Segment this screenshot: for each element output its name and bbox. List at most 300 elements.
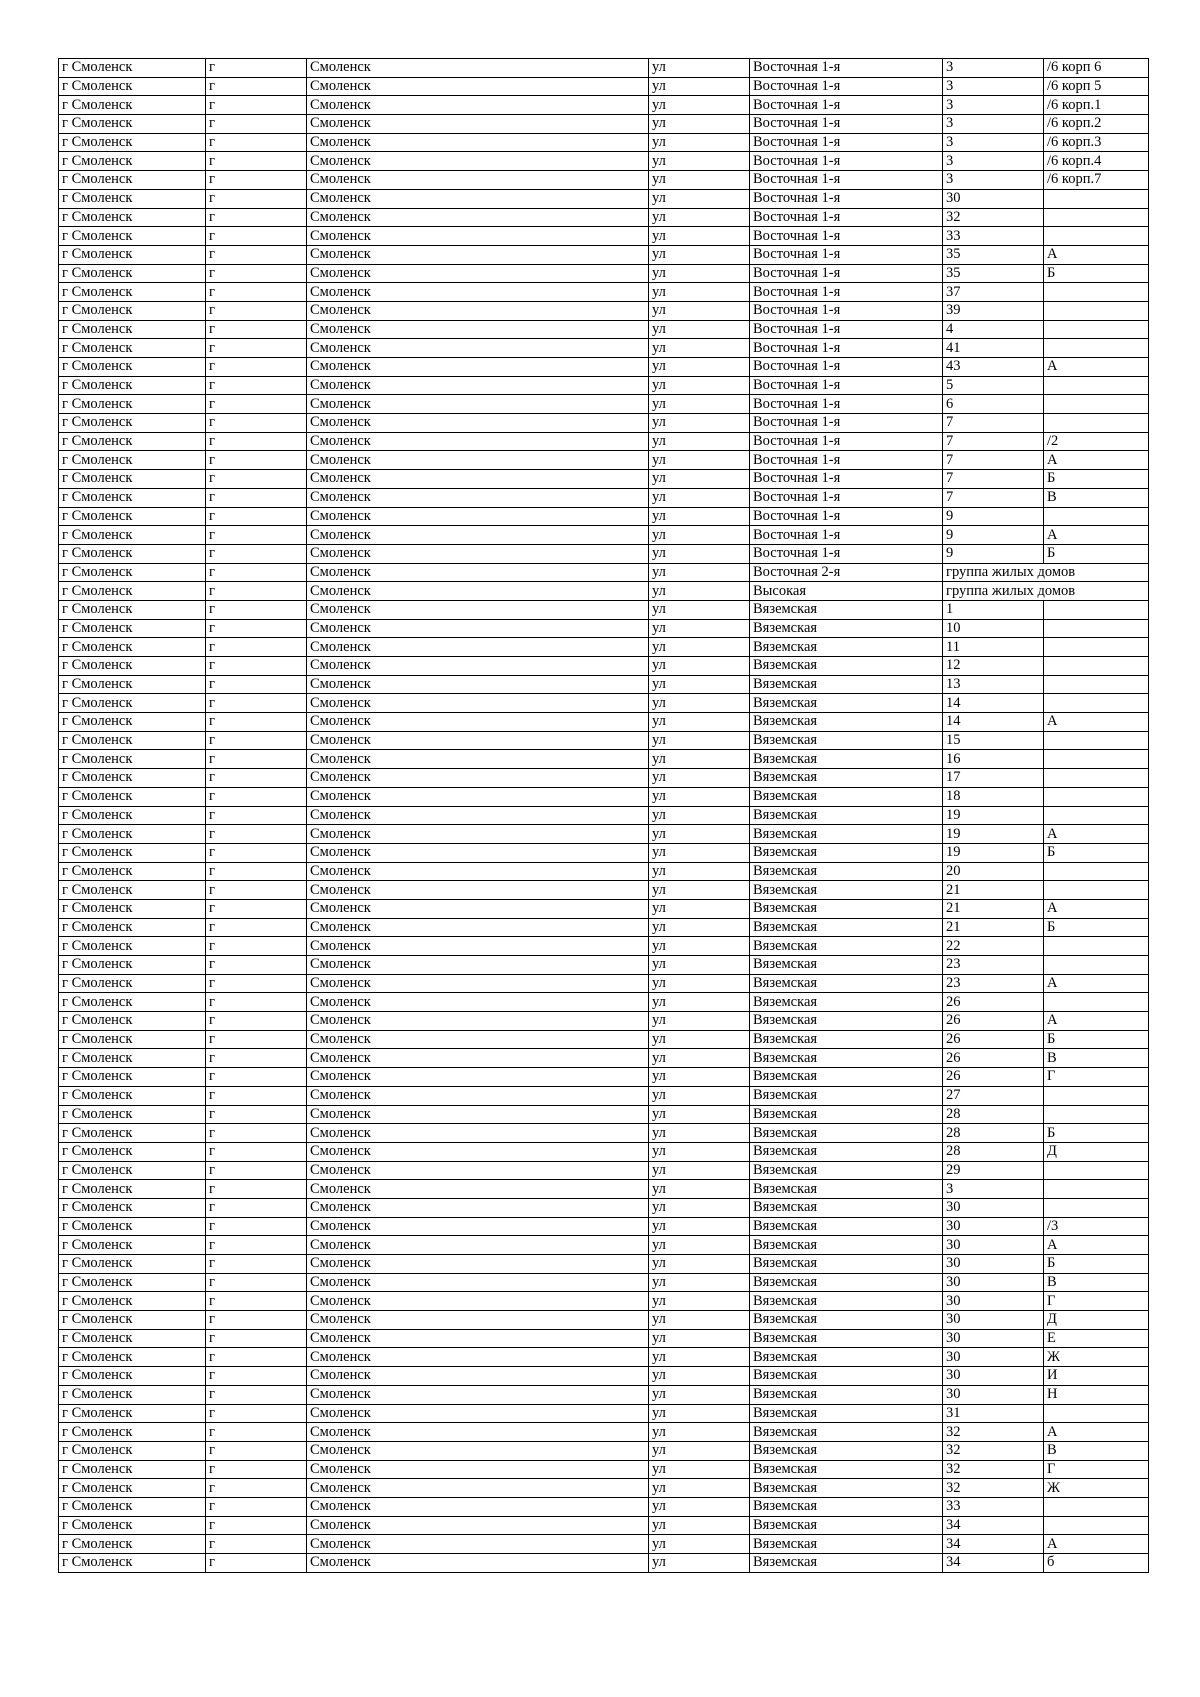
house-number-cell: 26 (943, 1030, 1044, 1049)
table-row (59, 376, 1149, 395)
house-number-cell: 16 (943, 750, 1044, 769)
locality-cell: Смоленск (307, 862, 649, 881)
table-row (59, 750, 1149, 769)
locality-type-cell: г (206, 358, 307, 377)
building-suffix-cell (1044, 283, 1149, 302)
region-cell: г Смоленск (59, 1273, 206, 1292)
house-number-cell: 6 (943, 395, 1044, 414)
table-row (59, 1030, 1149, 1049)
house-number-cell: 13 (943, 675, 1044, 694)
street-type-cell: ул (649, 806, 750, 825)
street-type-cell: ул (649, 1068, 750, 1087)
region-cell: г Смоленск (59, 1441, 206, 1460)
table-row (59, 1348, 1149, 1367)
region-cell: г Смоленск (59, 320, 206, 339)
locality-cell: Смоленск (307, 507, 649, 526)
house-number-cell: 35 (943, 245, 1044, 264)
house-number-cell: 19 (943, 825, 1044, 844)
house-number-cell: 3 (943, 133, 1044, 152)
building-suffix-cell: А (1044, 526, 1149, 545)
table-row (59, 152, 1149, 171)
locality-cell: Смоленск (307, 544, 649, 563)
street-cell: Вяземская (750, 1423, 943, 1442)
building-suffix-cell: Г (1044, 1068, 1149, 1087)
street-type-cell: ул (649, 395, 750, 414)
building-suffix-cell (1044, 1161, 1149, 1180)
locality-type-cell: г (206, 1367, 307, 1386)
region-cell: г Смоленск (59, 563, 206, 582)
locality-cell: Смоленск (307, 1348, 649, 1367)
street-type-cell: ул (649, 1329, 750, 1348)
table-row (59, 432, 1149, 451)
region-cell: г Смоленск (59, 470, 206, 489)
street-cell: Восточная 1-я (750, 245, 943, 264)
street-type-cell: ул (649, 1273, 750, 1292)
street-type-cell: ул (649, 937, 750, 956)
region-cell: г Смоленск (59, 1535, 206, 1554)
table-row (59, 993, 1149, 1012)
region-cell: г Смоленск (59, 899, 206, 918)
table-row (59, 1049, 1149, 1068)
region-cell: г Смоленск (59, 1348, 206, 1367)
locality-cell: Смоленск (307, 638, 649, 657)
building-suffix-cell (1044, 376, 1149, 395)
region-cell: г Смоленск (59, 731, 206, 750)
region-cell: г Смоленск (59, 376, 206, 395)
table-row (59, 1236, 1149, 1255)
house-number-cell: 26 (943, 1068, 1044, 1087)
street-cell: Восточная 1-я (750, 171, 943, 190)
table-row (59, 731, 1149, 750)
building-suffix-cell (1044, 395, 1149, 414)
street-cell: Вяземская (750, 1255, 943, 1274)
street-type-cell: ул (649, 750, 750, 769)
locality-cell: Смоленск (307, 1236, 649, 1255)
street-cell: Вяземская (750, 619, 943, 638)
locality-cell: Смоленск (307, 1441, 649, 1460)
locality-type-cell: г (206, 731, 307, 750)
street-cell: Восточная 1-я (750, 77, 943, 96)
locality-cell: Смоленск (307, 1124, 649, 1143)
street-cell: Вяземская (750, 974, 943, 993)
table-row (59, 77, 1149, 96)
locality-cell: Смоленск (307, 825, 649, 844)
locality-cell: Смоленск (307, 956, 649, 975)
building-suffix-cell: Б (1044, 1255, 1149, 1274)
street-type-cell: ул (649, 1516, 750, 1535)
building-suffix-cell (1044, 1404, 1149, 1423)
street-cell: Вяземская (750, 638, 943, 657)
locality-cell: Смоленск (307, 376, 649, 395)
locality-cell: Смоленск (307, 1367, 649, 1386)
house-number-cell: 30 (943, 1198, 1044, 1217)
table-row (59, 414, 1149, 433)
locality-type-cell: г (206, 1217, 307, 1236)
region-cell: г Смоленск (59, 77, 206, 96)
building-suffix-cell: Б (1044, 544, 1149, 563)
locality-type-cell: г (206, 414, 307, 433)
street-cell: Вяземская (750, 899, 943, 918)
table-row (59, 1516, 1149, 1535)
locality-type-cell: г (206, 451, 307, 470)
locality-type-cell: г (206, 1404, 307, 1423)
house-number-cell: 19 (943, 843, 1044, 862)
table-row (59, 283, 1149, 302)
table-row (59, 544, 1149, 563)
street-type-cell: ул (649, 1142, 750, 1161)
street-cell: Вяземская (750, 731, 943, 750)
table-row (59, 301, 1149, 320)
locality-type-cell: г (206, 1068, 307, 1087)
house-number-cell: 11 (943, 638, 1044, 657)
table-row (59, 713, 1149, 732)
locality-cell: Смоленск (307, 320, 649, 339)
region-cell: г Смоленск (59, 806, 206, 825)
region-cell: г Смоленск (59, 1554, 206, 1573)
street-type-cell: ул (649, 582, 750, 601)
table-row (59, 1385, 1149, 1404)
house-number-cell: 21 (943, 881, 1044, 900)
region-cell: г Смоленск (59, 1049, 206, 1068)
house-number-cell: 3 (943, 77, 1044, 96)
street-cell: Вяземская (750, 675, 943, 694)
street-cell: Вяземская (750, 1012, 943, 1031)
street-cell: Восточная 1-я (750, 507, 943, 526)
locality-type-cell: г (206, 1516, 307, 1535)
street-cell: Вяземская (750, 1049, 943, 1068)
building-suffix-cell: Д (1044, 1311, 1149, 1330)
table-row (59, 395, 1149, 414)
locality-cell: Смоленск (307, 115, 649, 134)
building-suffix-cell: А (1044, 358, 1149, 377)
street-cell: Вяземская (750, 1385, 943, 1404)
locality-type-cell: г (206, 152, 307, 171)
locality-type-cell: г (206, 1348, 307, 1367)
table-row (59, 918, 1149, 937)
building-suffix-cell (1044, 1105, 1149, 1124)
locality-cell: Смоленск (307, 619, 649, 638)
building-suffix-cell (1044, 600, 1149, 619)
table-row (59, 1255, 1149, 1274)
region-cell: г Смоленск (59, 1217, 206, 1236)
street-cell: Вяземская (750, 1198, 943, 1217)
street-cell: Восточная 1-я (750, 451, 943, 470)
table-row (59, 189, 1149, 208)
street-cell: Восточная 1-я (750, 133, 943, 152)
building-suffix-cell (1044, 301, 1149, 320)
table-row (59, 470, 1149, 489)
building-suffix-cell: В (1044, 1441, 1149, 1460)
house-number-cell: 33 (943, 1497, 1044, 1516)
building-suffix-cell: А (1044, 245, 1149, 264)
house-number-cell: 7 (943, 470, 1044, 489)
building-suffix-cell: Г (1044, 1292, 1149, 1311)
house-number-cell: 23 (943, 974, 1044, 993)
street-type-cell: ул (649, 1180, 750, 1199)
locality-type-cell: г (206, 974, 307, 993)
house-number-cell: 32 (943, 1460, 1044, 1479)
street-cell: Восточная 1-я (750, 283, 943, 302)
street-cell: Восточная 1-я (750, 432, 943, 451)
street-type-cell: ул (649, 1479, 750, 1498)
locality-cell: Смоленск (307, 152, 649, 171)
building-suffix-cell (1044, 731, 1149, 750)
street-cell: Вяземская (750, 1367, 943, 1386)
locality-cell: Смоленск (307, 1086, 649, 1105)
house-number-cell: 5 (943, 376, 1044, 395)
table-row (59, 96, 1149, 115)
building-suffix-cell: И (1044, 1367, 1149, 1386)
locality-type-cell: г (206, 1105, 307, 1124)
region-cell: г Смоленск (59, 1161, 206, 1180)
building-suffix-cell (1044, 694, 1149, 713)
table-row (59, 825, 1149, 844)
street-cell: Восточная 1-я (750, 96, 943, 115)
house-number-cell: 30 (943, 1217, 1044, 1236)
locality-cell: Смоленск (307, 694, 649, 713)
street-type-cell: ул (649, 657, 750, 676)
building-suffix-cell (1044, 769, 1149, 788)
table-row (59, 563, 1149, 582)
building-suffix-cell: /6 корп.1 (1044, 96, 1149, 115)
locality-type-cell: г (206, 189, 307, 208)
locality-type-cell: г (206, 115, 307, 134)
locality-cell: Смоленск (307, 881, 649, 900)
locality-type-cell: г (206, 1255, 307, 1274)
street-type-cell: ул (649, 675, 750, 694)
locality-cell: Смоленск (307, 750, 649, 769)
house-number-cell: 3 (943, 171, 1044, 190)
region-cell: г Смоленск (59, 526, 206, 545)
region-cell: г Смоленск (59, 918, 206, 937)
region-cell: г Смоленск (59, 1460, 206, 1479)
street-type-cell: ул (649, 77, 750, 96)
building-suffix-cell (1044, 787, 1149, 806)
building-suffix-cell (1044, 1180, 1149, 1199)
street-cell: Вяземская (750, 1068, 943, 1087)
house-number-cell: 30 (943, 1273, 1044, 1292)
street-cell: Вяземская (750, 600, 943, 619)
locality-type-cell: г (206, 993, 307, 1012)
building-suffix-cell: Б (1044, 1124, 1149, 1143)
locality-type-cell: г (206, 488, 307, 507)
building-suffix-cell: В (1044, 1273, 1149, 1292)
table-row (59, 171, 1149, 190)
table-row (59, 582, 1149, 601)
region-cell: г Смоленск (59, 694, 206, 713)
house-number-cell: 30 (943, 189, 1044, 208)
locality-type-cell: г (206, 1311, 307, 1330)
house-number-cell: 20 (943, 862, 1044, 881)
region-cell: г Смоленск (59, 395, 206, 414)
locality-type-cell: г (206, 171, 307, 190)
locality-type-cell: г (206, 657, 307, 676)
locality-type-cell: г (206, 1292, 307, 1311)
house-number-cell: 7 (943, 432, 1044, 451)
locality-type-cell: г (206, 283, 307, 302)
street-cell: Восточная 1-я (750, 320, 943, 339)
house-number-cell: 30 (943, 1255, 1044, 1274)
region-cell: г Смоленск (59, 115, 206, 134)
street-type-cell: ул (649, 825, 750, 844)
building-suffix-cell: Б (1044, 843, 1149, 862)
street-cell: Вяземская (750, 843, 943, 862)
building-suffix-cell (1044, 1086, 1149, 1105)
table-row (59, 600, 1149, 619)
region-cell: г Смоленск (59, 1012, 206, 1031)
region-cell: г Смоленск (59, 1142, 206, 1161)
locality-type-cell: г (206, 1161, 307, 1180)
locality-cell: Смоленск (307, 1255, 649, 1274)
house-number-cell: 30 (943, 1367, 1044, 1386)
locality-type-cell: г (206, 544, 307, 563)
table-row (59, 956, 1149, 975)
locality-type-cell: г (206, 1329, 307, 1348)
street-cell: Вяземская (750, 1105, 943, 1124)
locality-type-cell: г (206, 675, 307, 694)
street-cell: Вяземская (750, 1535, 943, 1554)
street-cell: Вяземская (750, 1236, 943, 1255)
street-type-cell: ул (649, 339, 750, 358)
table-row (59, 1329, 1149, 1348)
street-cell: Вяземская (750, 1292, 943, 1311)
street-cell: Восточная 1-я (750, 488, 943, 507)
table-row (59, 806, 1149, 825)
street-cell: Вяземская (750, 1030, 943, 1049)
table-row (59, 1554, 1149, 1573)
locality-type-cell: г (206, 507, 307, 526)
locality-cell: Смоленск (307, 713, 649, 732)
table-row (59, 320, 1149, 339)
street-cell: Вяземская (750, 825, 943, 844)
region-cell: г Смоленск (59, 881, 206, 900)
table-row (59, 937, 1149, 956)
building-suffix-cell (1044, 657, 1149, 676)
locality-type-cell: г (206, 1198, 307, 1217)
locality-type-cell: г (206, 133, 307, 152)
street-cell: Восточная 1-я (750, 227, 943, 246)
region-cell: г Смоленск (59, 582, 206, 601)
house-number-cell: 32 (943, 1423, 1044, 1442)
locality-cell: Смоленск (307, 1012, 649, 1031)
table-row (59, 657, 1149, 676)
locality-cell: Смоленск (307, 918, 649, 937)
building-suffix-cell (1044, 638, 1149, 657)
region-cell: г Смоленск (59, 1516, 206, 1535)
building-suffix-cell: Д (1044, 1142, 1149, 1161)
street-cell: Вяземская (750, 1441, 943, 1460)
locality-type-cell: г (206, 59, 307, 78)
locality-type-cell: г (206, 1535, 307, 1554)
street-type-cell: ул (649, 283, 750, 302)
table-row (59, 881, 1149, 900)
region-cell: г Смоленск (59, 283, 206, 302)
region-cell: г Смоленск (59, 1124, 206, 1143)
region-cell: г Смоленск (59, 488, 206, 507)
house-number-cell: 34 (943, 1554, 1044, 1573)
house-number-cell: 27 (943, 1086, 1044, 1105)
locality-type-cell: г (206, 1236, 307, 1255)
house-number-cell: 14 (943, 713, 1044, 732)
locality-type-cell: г (206, 806, 307, 825)
table-row (59, 619, 1149, 638)
region-cell: г Смоленск (59, 152, 206, 171)
locality-type-cell: г (206, 843, 307, 862)
locality-type-cell: г (206, 470, 307, 489)
building-suffix-cell (1044, 993, 1149, 1012)
locality-cell: Смоленск (307, 227, 649, 246)
street-cell: Вяземская (750, 956, 943, 975)
table-row (59, 1497, 1149, 1516)
locality-cell: Смоленск (307, 171, 649, 190)
house-number-cell: 3 (943, 59, 1044, 78)
locality-cell: Смоленск (307, 993, 649, 1012)
region-cell: г Смоленск (59, 750, 206, 769)
locality-type-cell: г (206, 563, 307, 582)
street-cell: Вяземская (750, 1273, 943, 1292)
locality-cell: Смоленск (307, 1404, 649, 1423)
region-cell: г Смоленск (59, 1423, 206, 1442)
house-number-cell: 31 (943, 1404, 1044, 1423)
building-suffix-cell: А (1044, 1423, 1149, 1442)
region-cell: г Смоленск (59, 358, 206, 377)
street-type-cell: ул (649, 1460, 750, 1479)
locality-type-cell: г (206, 1012, 307, 1031)
building-suffix-cell: /6 корп.2 (1044, 115, 1149, 134)
building-suffix-cell: /2 (1044, 432, 1149, 451)
locality-cell: Смоленск (307, 1516, 649, 1535)
street-type-cell: ул (649, 1348, 750, 1367)
locality-cell: Смоленск (307, 600, 649, 619)
locality-cell: Смоленск (307, 264, 649, 283)
building-suffix-cell: /6 корп 6 (1044, 59, 1149, 78)
region-cell: г Смоленск (59, 1329, 206, 1348)
building-suffix-cell: Г (1044, 1460, 1149, 1479)
region-cell: г Смоленск (59, 227, 206, 246)
table-row (59, 1198, 1149, 1217)
building-suffix-cell: Ж (1044, 1348, 1149, 1367)
locality-cell: Смоленск (307, 133, 649, 152)
locality-type-cell: г (206, 862, 307, 881)
table-row (59, 974, 1149, 993)
street-type-cell: ул (649, 843, 750, 862)
locality-type-cell: г (206, 750, 307, 769)
locality-cell: Смоленск (307, 189, 649, 208)
locality-cell: Смоленск (307, 1535, 649, 1554)
locality-type-cell: г (206, 1479, 307, 1498)
street-cell: Вяземская (750, 1161, 943, 1180)
street-cell: Вяземская (750, 1142, 943, 1161)
house-number-cell: группа жилых домов (943, 563, 1149, 582)
locality-cell: Смоленск (307, 1385, 649, 1404)
locality-type-cell: г (206, 1385, 307, 1404)
street-cell: Восточная 1-я (750, 339, 943, 358)
table-row (59, 1161, 1149, 1180)
locality-cell: Смоленск (307, 1329, 649, 1348)
table-row (59, 862, 1149, 881)
house-number-cell: 10 (943, 619, 1044, 638)
house-number-cell: 32 (943, 1479, 1044, 1498)
region-cell: г Смоленск (59, 1292, 206, 1311)
street-type-cell: ул (649, 1404, 750, 1423)
street-cell: Восточная 1-я (750, 526, 943, 545)
street-cell: Вяземская (750, 937, 943, 956)
locality-cell: Смоленск (307, 1142, 649, 1161)
street-cell: Вяземская (750, 806, 943, 825)
table-row (59, 638, 1149, 657)
region-cell: г Смоленск (59, 1255, 206, 1274)
table-row (59, 507, 1149, 526)
